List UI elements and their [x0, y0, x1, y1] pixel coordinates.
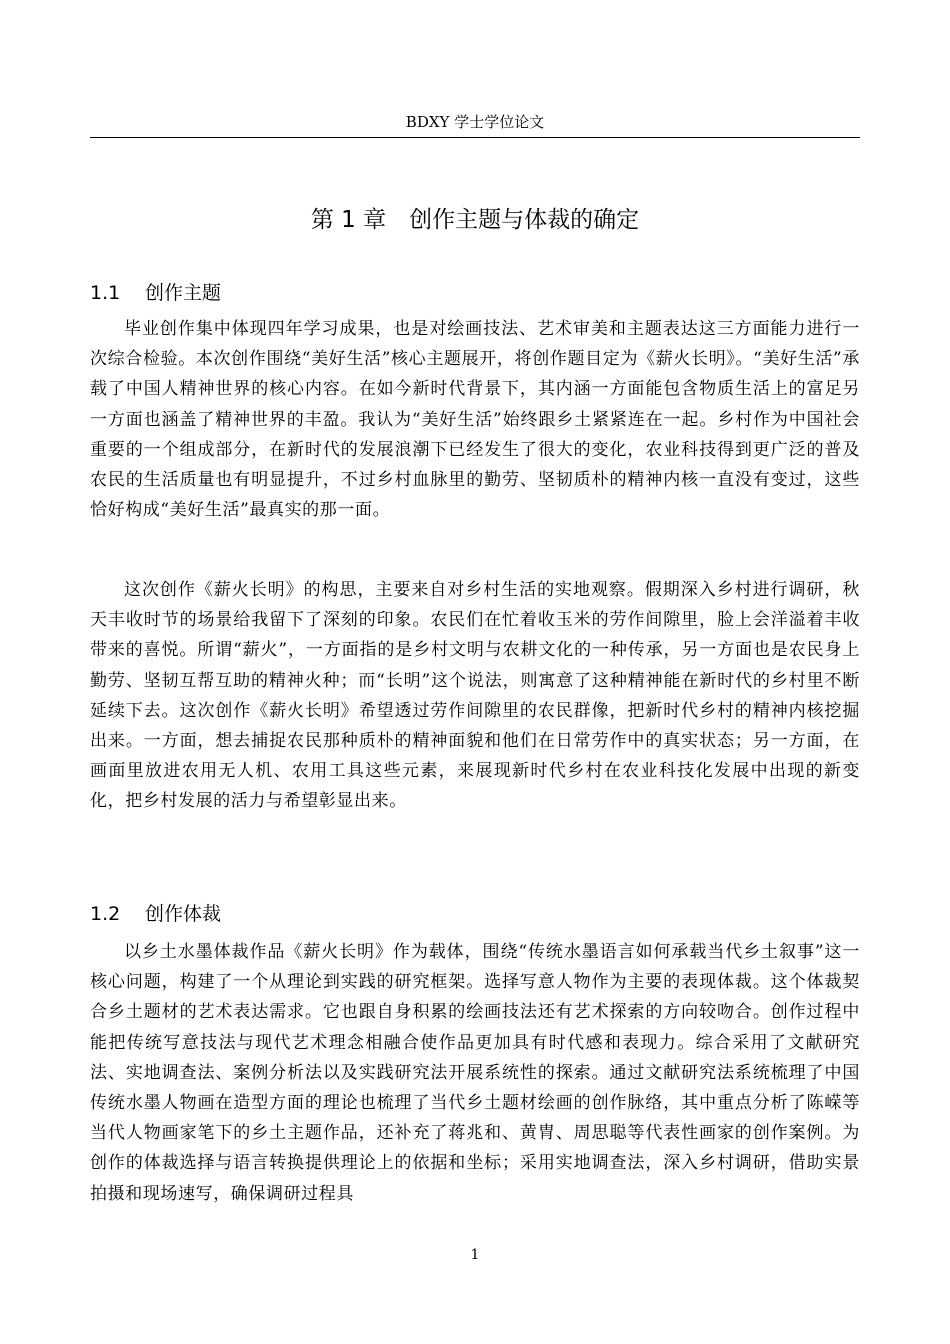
paragraph: 这次创作《薪火长明》的构思，主要来自对乡村生活的实地观察。假期深入乡村进行调研，秋天丰收时节的场景给我留下了深刻的印象。农民们在忙着收玉米的劳作间隙里，脸上会洋溢着丰收带来的喜悦。所谓“薪火”，一方面指的是乡村文明与农耕文化的一种传承，另一方面也是农民身上勤劳、坚韧互帮互助的精神火种；而“长明”这个说法，则寓意了这种精神能在新时代的乡村里不断延续下去。这次创作《薪火长明》希望透过劳作间隙里的农民群像，把新时代乡村的精神内核挖掘出来。一方面，想去捕捉农民那种质朴的精神面貌和他们在日常劳作中的真实状态；另一方面，在画面里放进农用无人机、农用工具这些元素，来展现新时代乡村在农业科技化发展中出现的新变化，把乡村发展的活力与希望彰显出来。	[90, 580, 860, 812]
section-heading-1-1	[90, 279, 221, 307]
page-number: 1	[470, 1247, 480, 1263]
section-heading-1-2	[90, 900, 221, 928]
section-title: 创作主题	[145, 282, 222, 304]
header-rule	[90, 137, 860, 138]
section-number: 1.2	[90, 903, 121, 925]
page-header: BDXY 学士学位论文	[405, 113, 545, 131]
paragraph: 以乡土水墨体裁作品《薪火长明》作为载体，围绕“传统水墨语言如何承载当代乡土叙事”这一核心问题，构建了一个从理论到实践的研究框架。选择写意人物作为主要的表现体裁。这个体裁契合乡土题材的艺术表达需求。它也跟自身积累的绘画技法还有艺术探索的方向较吻合。创作过程中能把传统写意技法与现代艺术理念相融合使作品更加具有时代感和表现力。综合采用了文献研究法、实地调查法、案例分析法以及实践研究法开展系统性的探索。通过文献研究法系统梳理了中国传统水墨人物画在造型方面的理论也梳理了当代乡土题材绘画的创作脉络，其中重点分析了陈嵘等当代人物画家笔下的乡土主题作品，还补充了蒋兆和、黄胄、周思聪等代表性画家的创作案例。为创作的体裁选择与语言转换提供理论上的依据和坐标；采用实地调查法，深入乡村调研，借助实景拍摄和现场速写，确保调研过程具	[90, 942, 860, 1204]
section-number: 1.1	[90, 282, 121, 304]
chapter-title: 第 1 章 创作主题与体裁的确定	[310, 207, 640, 233]
paragraph: 毕业创作集中体现四年学习成果，也是对绘画技法、艺术审美和主题表达这三方面能力进行一次综合检验。本次创作围绕“美好生活”核心主题展开，将创作题目定为《薪火长明》。“美好生活”承载了中国人精神世界的核心内容。在如今新时代背景下，其内涵一方面能包含物质生活上的富足另一方面也涵盖了精神世界的丰盈。我认为“美好生活”始终跟乡土紧紧连在一起。乡村作为中国社会重要的一个组成部分，在新时代的发展浪潮下已经发生了很大的变化，农业科技得到更广泛的普及农民的生活质量也有明显提升，不过乡村血脉里的勤劳、坚韧质朴的精神内核一直没有变过，这些恰好构成“美好生活”最真实的那一面。	[90, 319, 860, 521]
section-title: 创作体裁	[145, 903, 222, 925]
